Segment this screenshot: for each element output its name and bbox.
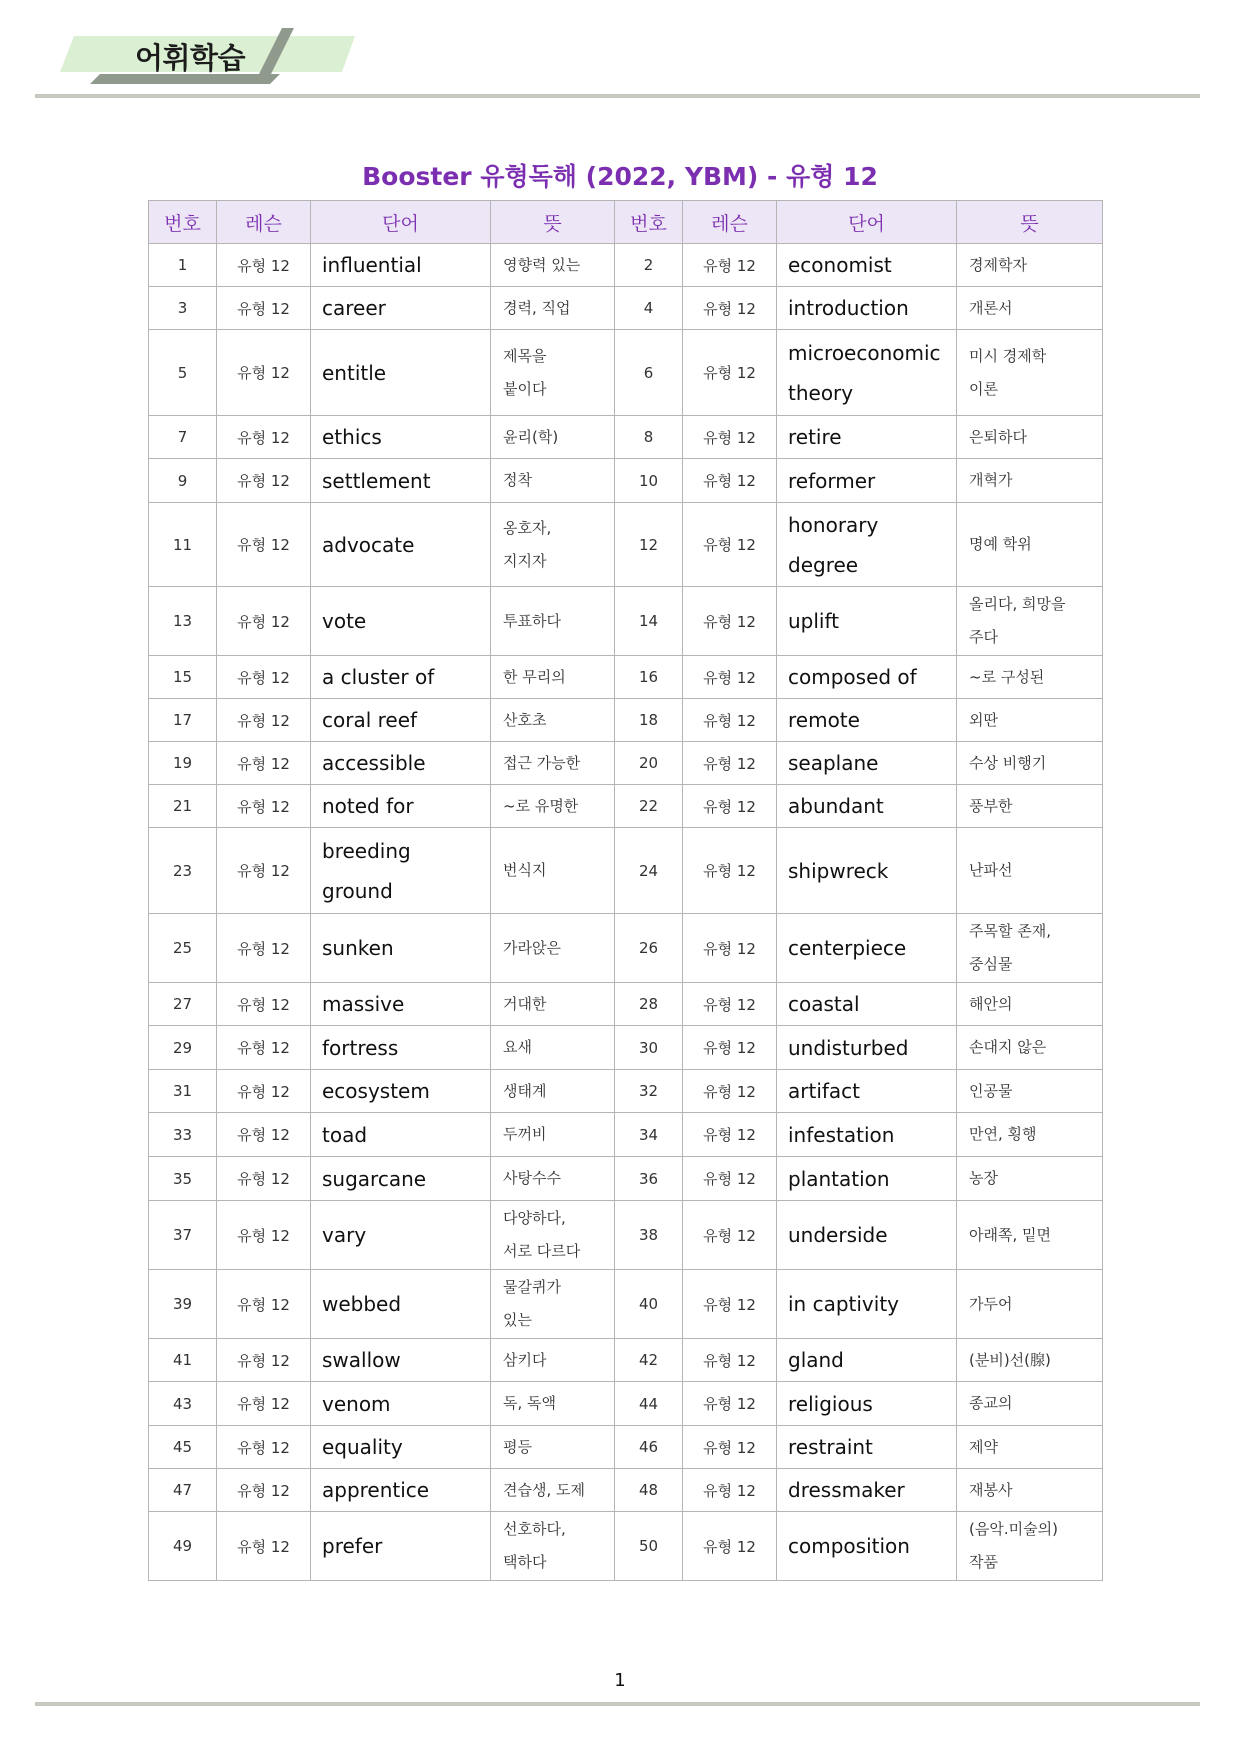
lesson-label: 유형 12	[217, 742, 311, 785]
word-meaning: 가두어	[957, 1270, 1103, 1339]
table-row	[149, 1382, 1103, 1426]
vocabulary-word: settlement	[311, 459, 491, 503]
vocabulary-word: economist	[777, 244, 957, 287]
entry-number: 4	[615, 287, 683, 330]
lesson-label: 유형 12	[683, 587, 777, 656]
word-meaning: 생태계	[491, 1070, 615, 1113]
table-header-row	[149, 201, 1103, 244]
lesson-label: 유형 12	[217, 459, 311, 503]
table-row	[149, 742, 1103, 785]
vocabulary-word: equality	[311, 1426, 491, 1469]
lesson-label: 유형 12	[217, 1026, 311, 1070]
word-meaning: 아래쪽, 밑면	[957, 1201, 1103, 1270]
lesson-label: 유형 12	[683, 699, 777, 742]
word-meaning: 평등	[491, 1426, 615, 1469]
word-meaning: 손대지 않은	[957, 1026, 1103, 1070]
entry-number: 49	[149, 1512, 217, 1581]
table-row	[149, 587, 1103, 656]
table-row	[149, 503, 1103, 587]
lesson-label: 유형 12	[217, 1469, 311, 1512]
vocabulary-word: coastal	[777, 983, 957, 1026]
table-row	[149, 699, 1103, 742]
lesson-label: 유형 12	[683, 1157, 777, 1201]
entry-number: 32	[615, 1070, 683, 1113]
table-row	[149, 1469, 1103, 1512]
word-meaning: 한 무리의	[491, 656, 615, 699]
vocabulary-table	[148, 200, 1103, 1581]
vocabulary-word: accessible	[311, 742, 491, 785]
entry-number: 27	[149, 983, 217, 1026]
vocabulary-word: apprentice	[311, 1469, 491, 1512]
column-header: 단어	[311, 201, 491, 244]
entry-number: 26	[615, 914, 683, 983]
entry-number: 28	[615, 983, 683, 1026]
table-row	[149, 330, 1103, 416]
lesson-label: 유형 12	[683, 244, 777, 287]
entry-number: 18	[615, 699, 683, 742]
vocabulary-word: breeding ground	[311, 828, 491, 914]
word-meaning: 외딴	[957, 699, 1103, 742]
entry-number: 14	[615, 587, 683, 656]
word-meaning: 제목을 붙이다	[491, 330, 615, 416]
entry-number: 15	[149, 656, 217, 699]
vocabulary-word: a cluster of	[311, 656, 491, 699]
entry-number: 36	[615, 1157, 683, 1201]
word-meaning: 경력, 직업	[491, 287, 615, 330]
entry-number: 11	[149, 503, 217, 587]
table-row	[149, 656, 1103, 699]
document-title: Booster 유형독해 (2022, YBM) - 유형 12	[362, 162, 878, 191]
word-meaning: ~로 유명한	[491, 785, 615, 828]
entry-number: 10	[615, 459, 683, 503]
table-row	[149, 785, 1103, 828]
lesson-label: 유형 12	[217, 1512, 311, 1581]
table-row	[149, 828, 1103, 914]
word-meaning: ~로 구성된	[957, 656, 1103, 699]
column-header: 번호	[615, 201, 683, 244]
lesson-label: 유형 12	[683, 1201, 777, 1270]
lesson-label: 유형 12	[683, 1469, 777, 1512]
lesson-label: 유형 12	[683, 785, 777, 828]
lesson-label: 유형 12	[217, 785, 311, 828]
column-header: 단어	[777, 201, 957, 244]
entry-number: 34	[615, 1113, 683, 1157]
lesson-label: 유형 12	[217, 1070, 311, 1113]
table-row	[149, 1270, 1103, 1339]
word-meaning: 종교의	[957, 1382, 1103, 1426]
vocabulary-word: prefer	[311, 1512, 491, 1581]
word-meaning: 정착	[491, 459, 615, 503]
vocabulary-word: plantation	[777, 1157, 957, 1201]
lesson-label: 유형 12	[683, 503, 777, 587]
table-row	[149, 1512, 1103, 1581]
entry-number: 29	[149, 1026, 217, 1070]
table-row	[149, 459, 1103, 503]
vocabulary-word: centerpiece	[777, 914, 957, 983]
entry-number: 23	[149, 828, 217, 914]
word-meaning: (분비)선(腺)	[957, 1339, 1103, 1382]
word-meaning: 삼키다	[491, 1339, 615, 1382]
entry-number: 7	[149, 416, 217, 459]
entry-number: 1	[149, 244, 217, 287]
table-row	[149, 287, 1103, 330]
lesson-label: 유형 12	[217, 1113, 311, 1157]
vocabulary-word: shipwreck	[777, 828, 957, 914]
word-meaning: 윤리(학)	[491, 416, 615, 459]
header-title: 어휘학습	[135, 41, 246, 75]
vocabulary-word: toad	[311, 1113, 491, 1157]
vocabulary-word: sugarcane	[311, 1157, 491, 1201]
table-row	[149, 914, 1103, 983]
lesson-label: 유형 12	[683, 656, 777, 699]
entry-number: 45	[149, 1426, 217, 1469]
lesson-label: 유형 12	[683, 330, 777, 416]
vocabulary-word: uplift	[777, 587, 957, 656]
vocabulary-word: religious	[777, 1382, 957, 1426]
table-row	[149, 1113, 1103, 1157]
word-meaning: 해안의	[957, 983, 1103, 1026]
lesson-label: 유형 12	[683, 459, 777, 503]
table-row	[149, 983, 1103, 1026]
vocabulary-word: in captivity	[777, 1270, 957, 1339]
lesson-label: 유형 12	[217, 587, 311, 656]
word-meaning: 난파선	[957, 828, 1103, 914]
bottom-divider	[35, 1702, 1200, 1706]
entry-number: 35	[149, 1157, 217, 1201]
vocabulary-word: advocate	[311, 503, 491, 587]
vocabulary-word: restraint	[777, 1426, 957, 1469]
table-body	[149, 244, 1103, 1581]
entry-number: 3	[149, 287, 217, 330]
entry-number: 41	[149, 1339, 217, 1382]
vocabulary-word: composition	[777, 1512, 957, 1581]
entry-number: 19	[149, 742, 217, 785]
entry-number: 16	[615, 656, 683, 699]
word-meaning: 가라앉은	[491, 914, 615, 983]
lesson-label: 유형 12	[217, 244, 311, 287]
word-meaning: 독, 독액	[491, 1382, 615, 1426]
entry-number: 13	[149, 587, 217, 656]
word-meaning: 수상 비행기	[957, 742, 1103, 785]
entry-number: 20	[615, 742, 683, 785]
vocabulary-word: composed of	[777, 656, 957, 699]
lesson-label: 유형 12	[683, 742, 777, 785]
vocabulary-word: entitle	[311, 330, 491, 416]
vocabulary-word: swallow	[311, 1339, 491, 1382]
vocabulary-word: remote	[777, 699, 957, 742]
entry-number: 8	[615, 416, 683, 459]
word-meaning: 견습생, 도제	[491, 1469, 615, 1512]
vocabulary-word: ecosystem	[311, 1070, 491, 1113]
lesson-label: 유형 12	[683, 1026, 777, 1070]
entry-number: 48	[615, 1469, 683, 1512]
lesson-label: 유형 12	[217, 1157, 311, 1201]
entry-number: 46	[615, 1426, 683, 1469]
vocabulary-word: influential	[311, 244, 491, 287]
entry-number: 22	[615, 785, 683, 828]
lesson-label: 유형 12	[683, 1270, 777, 1339]
word-meaning: 옹호자, 지지자	[491, 503, 615, 587]
vocabulary-word: venom	[311, 1382, 491, 1426]
entry-number: 47	[149, 1469, 217, 1512]
entry-number: 24	[615, 828, 683, 914]
entry-number: 21	[149, 785, 217, 828]
column-header: 레슨	[217, 201, 311, 244]
word-meaning: 농장	[957, 1157, 1103, 1201]
word-meaning: 풍부한	[957, 785, 1103, 828]
top-divider	[35, 94, 1200, 98]
word-meaning: 다양하다, 서로 다르다	[491, 1201, 615, 1270]
lesson-label: 유형 12	[683, 1512, 777, 1581]
word-meaning: 제약	[957, 1426, 1103, 1469]
word-meaning: 개론서	[957, 287, 1103, 330]
entry-number: 43	[149, 1382, 217, 1426]
lesson-label: 유형 12	[217, 1201, 311, 1270]
table-row	[149, 1339, 1103, 1382]
vocabulary-word: gland	[777, 1339, 957, 1382]
lesson-label: 유형 12	[217, 1339, 311, 1382]
vocabulary-word: career	[311, 287, 491, 330]
table-row	[149, 1426, 1103, 1469]
table-row	[149, 1026, 1103, 1070]
lesson-label: 유형 12	[683, 1339, 777, 1382]
table-row	[149, 1201, 1103, 1270]
vocabulary-word: abundant	[777, 785, 957, 828]
column-header: 뜻	[957, 201, 1103, 244]
word-meaning: 접근 가능한	[491, 742, 615, 785]
lesson-label: 유형 12	[217, 699, 311, 742]
table-row	[149, 416, 1103, 459]
vocabulary-word: infestation	[777, 1113, 957, 1157]
lesson-label: 유형 12	[217, 914, 311, 983]
table-row	[149, 1070, 1103, 1113]
table-header	[149, 201, 1103, 244]
word-meaning: 재봉사	[957, 1469, 1103, 1512]
word-meaning: 만연, 횡행	[957, 1113, 1103, 1157]
entry-number: 30	[615, 1026, 683, 1070]
entry-number: 37	[149, 1201, 217, 1270]
lesson-label: 유형 12	[683, 914, 777, 983]
vocabulary-word: noted for	[311, 785, 491, 828]
word-meaning: 명예 학위	[957, 503, 1103, 587]
lesson-label: 유형 12	[217, 330, 311, 416]
lesson-label: 유형 12	[683, 1426, 777, 1469]
entry-number: 12	[615, 503, 683, 587]
word-meaning: 경제학자	[957, 244, 1103, 287]
lesson-label: 유형 12	[217, 1382, 311, 1426]
entry-number: 33	[149, 1113, 217, 1157]
vocabulary-word: honorary degree	[777, 503, 957, 587]
word-meaning: 산호초	[491, 699, 615, 742]
word-meaning: 인공물	[957, 1070, 1103, 1113]
word-meaning: 주목할 존재, 중심물	[957, 914, 1103, 983]
word-meaning: 미시 경제학 이론	[957, 330, 1103, 416]
vocabulary-word: microeconomic theory	[777, 330, 957, 416]
entry-number: 39	[149, 1270, 217, 1339]
word-meaning: 두꺼비	[491, 1113, 615, 1157]
table-row	[149, 1157, 1103, 1201]
lesson-label: 유형 12	[217, 828, 311, 914]
entry-number: 31	[149, 1070, 217, 1113]
entry-number: 50	[615, 1512, 683, 1581]
column-header: 레슨	[683, 201, 777, 244]
lesson-label: 유형 12	[683, 1382, 777, 1426]
entry-number: 44	[615, 1382, 683, 1426]
entry-number: 6	[615, 330, 683, 416]
word-meaning: 번식지	[491, 828, 615, 914]
lesson-label: 유형 12	[217, 287, 311, 330]
word-meaning: 거대한	[491, 983, 615, 1026]
vocabulary-word: dressmaker	[777, 1469, 957, 1512]
vocabulary-word: webbed	[311, 1270, 491, 1339]
lesson-label: 유형 12	[683, 983, 777, 1026]
entry-number: 25	[149, 914, 217, 983]
vocabulary-word: vary	[311, 1201, 491, 1270]
lesson-label: 유형 12	[683, 287, 777, 330]
lesson-label: 유형 12	[217, 416, 311, 459]
vocabulary-word: undisturbed	[777, 1026, 957, 1070]
word-meaning: 올리다, 희망을 주다	[957, 587, 1103, 656]
word-meaning: 사탕수수	[491, 1157, 615, 1201]
column-header: 번호	[149, 201, 217, 244]
vocabulary-word: ethics	[311, 416, 491, 459]
entry-number: 42	[615, 1339, 683, 1382]
lesson-label: 유형 12	[217, 656, 311, 699]
page-number: 1	[614, 1670, 626, 1691]
vocabulary-word: retire	[777, 416, 957, 459]
column-header: 뜻	[491, 201, 615, 244]
lesson-label: 유형 12	[683, 1070, 777, 1113]
word-meaning: 요새	[491, 1026, 615, 1070]
vocabulary-word: artifact	[777, 1070, 957, 1113]
table-row	[149, 244, 1103, 287]
vocabulary-word: fortress	[311, 1026, 491, 1070]
entry-number: 40	[615, 1270, 683, 1339]
word-meaning: 영향력 있는	[491, 244, 615, 287]
word-meaning: 선호하다, 택하다	[491, 1512, 615, 1581]
lesson-label: 유형 12	[217, 1270, 311, 1339]
vocabulary-word: vote	[311, 587, 491, 656]
vocabulary-word: seaplane	[777, 742, 957, 785]
entry-number: 38	[615, 1201, 683, 1270]
lesson-label: 유형 12	[683, 1113, 777, 1157]
word-meaning: (음악.미술의) 작품	[957, 1512, 1103, 1581]
lesson-label: 유형 12	[217, 503, 311, 587]
word-meaning: 은퇴하다	[957, 416, 1103, 459]
lesson-label: 유형 12	[683, 416, 777, 459]
vocabulary-word: underside	[777, 1201, 957, 1270]
lesson-label: 유형 12	[217, 983, 311, 1026]
word-meaning: 개혁가	[957, 459, 1103, 503]
vocabulary-word: coral reef	[311, 699, 491, 742]
entry-number: 9	[149, 459, 217, 503]
vocabulary-word: reformer	[777, 459, 957, 503]
entry-number: 5	[149, 330, 217, 416]
entry-number: 2	[615, 244, 683, 287]
entry-number: 17	[149, 699, 217, 742]
lesson-label: 유형 12	[217, 1426, 311, 1469]
vocabulary-word: introduction	[777, 287, 957, 330]
word-meaning: 투표하다	[491, 587, 615, 656]
lesson-label: 유형 12	[683, 828, 777, 914]
vocabulary-word: massive	[311, 983, 491, 1026]
vocabulary-word: sunken	[311, 914, 491, 983]
word-meaning: 물갈퀴가 있는	[491, 1270, 615, 1339]
